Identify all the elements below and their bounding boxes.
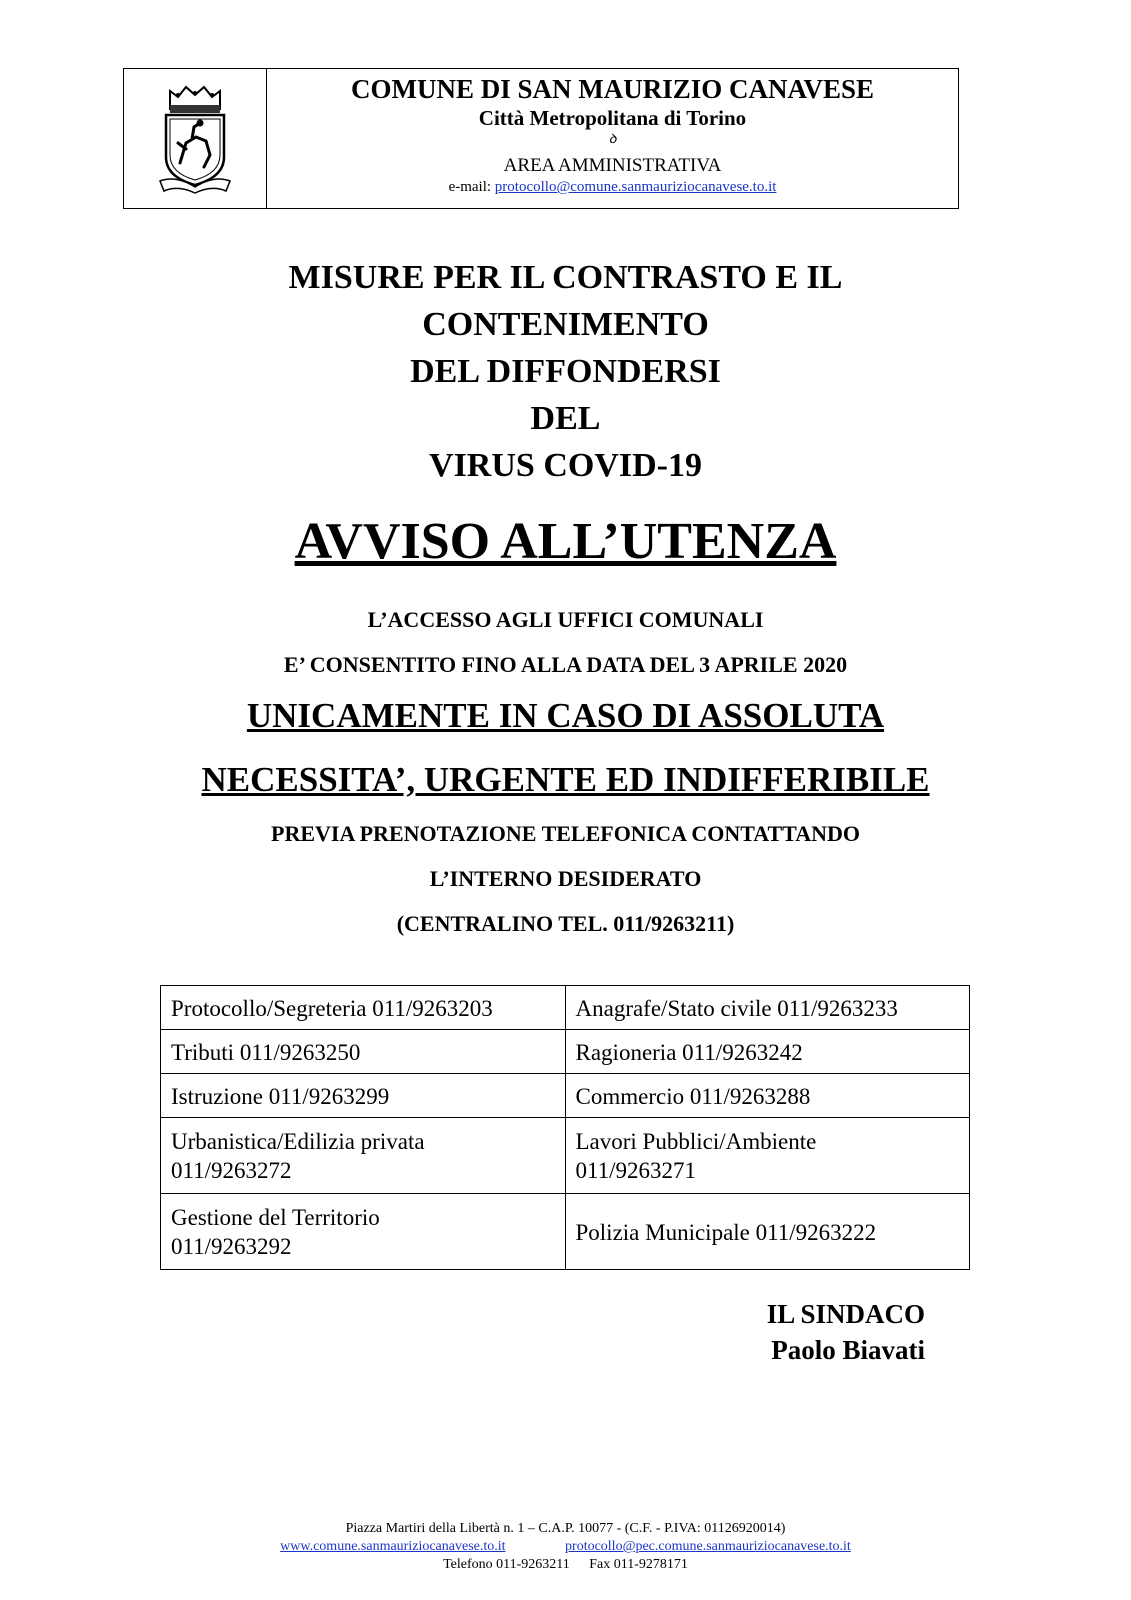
department-name: AREA AMMINISTRATIVA xyxy=(503,155,722,176)
signer-name: Paolo Biavati xyxy=(771,1335,925,1365)
title-line: MISURE PER IL CONTRASTO E IL xyxy=(288,259,843,296)
office-number: 011/9263272 xyxy=(171,1158,292,1183)
booking-notice xyxy=(0,811,1131,946)
title-line: DEL xyxy=(530,400,601,437)
table-row xyxy=(161,1194,970,1270)
access-notice xyxy=(0,597,1131,687)
office-phone-table xyxy=(160,985,970,1270)
phone-cell xyxy=(161,1194,566,1270)
office-number: 011/9263271 xyxy=(575,1158,697,1183)
crest-icon xyxy=(156,83,234,195)
footer-fax: Fax 011-9278171 xyxy=(589,1557,688,1572)
access-line: E’ CONSENTITO FINO ALLA DATA DEL 3 APRILE 2020 xyxy=(283,652,848,677)
title-line: CONTENIMENTO xyxy=(422,306,709,343)
urgency-line: NECESSITA’, URGENTE ED INDIFFERIBILE xyxy=(201,760,930,799)
email-line xyxy=(267,178,958,196)
office-name: Lavori Pubblici/Ambiente xyxy=(575,1129,817,1154)
booking-line: PREVIA PRENOTAZIONE TELEFONICA CONTATTANDO xyxy=(271,821,860,846)
booking-line: L’INTERNO DESIDERATO xyxy=(429,866,702,891)
table-row xyxy=(161,1030,970,1074)
organization-subtitle: Città Metropolitana di Torino xyxy=(478,106,747,130)
footer-links xyxy=(0,1538,1131,1556)
phone-cell: Polizia Municipale 011/9263222 xyxy=(565,1194,970,1270)
organization-info xyxy=(267,69,958,208)
email-link[interactable]: protocollo@comune.sanmauriziocanavese.to.it xyxy=(494,179,777,195)
phone-cell: Istruzione 011/9263299 xyxy=(161,1074,566,1118)
table-row xyxy=(161,1118,970,1194)
pec-link[interactable]: protocollo@pec.comune.sanmauriziocanavese.to.it xyxy=(565,1539,851,1554)
phone-cell xyxy=(565,1118,970,1194)
office-name: Urbanistica/Edilizia privata xyxy=(171,1129,425,1154)
municipal-crest xyxy=(124,69,267,208)
access-line: L’ACCESSO AGLI UFFICI COMUNALI xyxy=(367,607,764,632)
footer-contacts xyxy=(0,1556,1131,1574)
letterhead xyxy=(123,68,959,209)
signer-role: IL SINDACO xyxy=(766,1299,925,1329)
urgency-line: UNICAMENTE IN CASO DI ASSOLUTA xyxy=(246,696,885,735)
title-line: DEL DIFFONDERSI xyxy=(410,353,721,390)
table-row xyxy=(161,1074,970,1118)
footer xyxy=(0,1520,1131,1574)
footer-address: Piazza Martiri della Libertà n. 1 – C.A.P. 10077 - (C.F. - P.IVA: 01126920014) xyxy=(345,1521,786,1536)
phone-cell: Anagrafe/Stato civile 011/9263233 xyxy=(565,986,970,1030)
phone-cell: Commercio 011/9263288 xyxy=(565,1074,970,1118)
organization-name: COMUNE DI SAN MAURIZIO CANAVESE xyxy=(350,74,875,104)
phone-cell: Protocollo/Segreteria 011/9263203 xyxy=(161,986,566,1030)
ornament: ꝺ xyxy=(608,131,617,146)
phone-cell xyxy=(161,1118,566,1194)
title-line: VIRUS COVID-19 xyxy=(429,447,702,484)
office-number: 011/9263292 xyxy=(171,1234,292,1259)
urgency-notice xyxy=(0,684,1131,812)
office-name: Gestione del Territorio xyxy=(171,1205,380,1230)
phone-cell: Tributi 011/9263250 xyxy=(161,1030,566,1074)
notice-title xyxy=(0,254,1131,489)
footer-phone: Telefono 011-9263211 xyxy=(443,1557,570,1572)
notice-heading: AVVISO ALL’UTENZA xyxy=(294,513,837,570)
switchboard-number: (CENTRALINO TEL. 011/9263211) xyxy=(396,911,735,936)
phone-cell: Ragioneria 011/9263242 xyxy=(565,1030,970,1074)
email-label: e-mail: xyxy=(448,179,492,195)
signature-block xyxy=(767,1296,925,1368)
table-row xyxy=(161,986,970,1030)
website-link[interactable]: www.comune.sanmauriziocanavese.to.it xyxy=(280,1539,506,1554)
